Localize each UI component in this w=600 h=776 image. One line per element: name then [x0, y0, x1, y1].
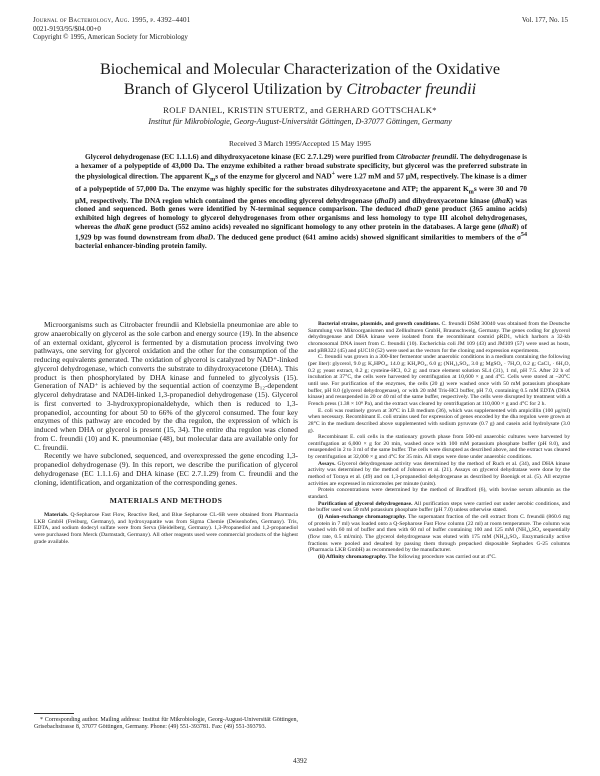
- author-list: ROLF DANIEL, KRISTIN STUERTZ, and GERHARD GOTTSCHALK*: [163, 105, 437, 115]
- corresponding-author-footnote: * Corresponding author. Mailing address: Institut für Mikrobiologie, Georg-August-Universität Göttingen, Grisebachstrasse 8, 37077 Göttingen, Germany. Phone: (49) 551-393781. Fax: (49) 551-393793.: [34, 717, 298, 730]
- purification-paragraph: Purification of glycerol dehydrogenase. All purification steps were carried out under aerobic conditions, and the buffer used was 50 mM potassium phosphate buffer (pH 7.0) unless otherwise stated.: [308, 500, 571, 514]
- copyright-line: Copyright © 1995, American Society for Microbiology: [33, 33, 188, 41]
- intro-paragraph-1: Microorganisms such as Citrobacter freundii and Klebsiella pneumoniae are able to grow anaerobically on glycerol as the sole carbon and energy source (19). In the absence of an external oxidant, glycerol is fermented by a dismutation process involving two pathways, one serving for glycerol oxidation and the other for the consumption of the reducing equivalents generated. The oxidation of glycerol is catalyzed by NAD⁺-linked glycerol dehydrogenase, which converts the substrate to dihydroxyacetone (DHA). This product is then phosphorylated by DHA kinase and funneled to glycolysis (15). Generation of NAD⁺ is achieved by the sequential action of coenzyme B₁₂-dependent glycerol dehydratase and NADH-linked 1,3-propanediol dehydrogenase (15). Glycerol is first converted to 3-hydroxypropionaldehyde, which then is reduced to 1,3-propanediol, accounting for about 50 to 66% of the glycerol consumed. The four key enzymes of this pathway are encoded by the dha regulon, the expression of which is induced when DHA or glycerol is present (15, 34). The entire dha regulon was cloned from C. freundii (10) and K. pneumoniae (48), but molecular data are available only for C. freundii.: [34, 320, 298, 452]
- materials-label: Materials.: [44, 512, 69, 518]
- title-line-2-prefix: Branch of Glycerol Utilization by: [123, 79, 347, 98]
- ecoli-growth-paragraph: E. coli was routinely grown at 30°C in LB medium (36), which was supplemented with ampicillin (100 μg/ml) when necessary. Recombinant E. coli strains used for expression of genes encoded by the dha regulon were grown at 28°C in the medium described above supplemented with sodium pyruvate (0.7 g) and casein acid hydrolysate (3.0 g).: [308, 407, 570, 434]
- left-column: [34, 321, 298, 545]
- title-line-1: Biochemical and Molecular Characterization of the Oxidative: [99, 60, 501, 78]
- recombinant-paragraph: Recombinant E. coli cells in the stationary growth phase from 500-ml anaerobic cultures were harvested by centrifugation at 6,000 × g for 20 min, washed once with 100 mM potassium phosphate buffer (pH 8.0), and resuspended in 2 to 3 ml of the same buffer. The cells were disrupted as described above, and the extract was cleared by centrifugation at 32,000 × g and 4°C for 35 min. All steps were done under anaerobic conditions.: [308, 434, 570, 461]
- section-heading-methods: MATERIALS AND METHODS: [109, 496, 223, 506]
- assays-paragraph: Assays. Glycerol dehydrogenase activity was determined by the method of Ruch et al. (34), and DHA kinase activity was determined by the method of Johnson et al. (21). Assays on glycerol dehydratase were done by the method of Toraya et al. (49) and on 1,3-propanediol dehydrogenase as described by Boenigk et al. (5). All enzyme activities are expressed in micromoles per minute (units).: [308, 460, 570, 487]
- journal-code: 0021-9193/95/$04.00+0: [33, 24, 101, 33]
- footnote-rule: [34, 713, 74, 714]
- abstract: Glycerol dehydrogenase (EC 1.1.1.6) and dihydroxyacetone kinase (EC 2.7.1.29) were purified from Citrobacter freundii. The dehydrogenase is a hexamer of a polypeptide of 43,000 Da. The enzyme exhibited a rather broad substrate specificity, but glycerol was the preferred substrate in the physiological direction. The apparent $K_ms$ of the enzyme for glycerol and NAD+ were 1.27 mM and 57 μM, respectively. The kinase is a dimer of a polypeptide of 57,000 Da. The enzyme was highly specific for the substrates dihydroxyacetone and ATP; the apparent $K_ms$ were 30 and 70 μM, respectively. The DNA region which contained the genes encoding glycerol dehydrogenase (dhaD) and dihydroxyacetone kinase (dhaK) was cloned and sequenced. Both genes were identified by N-terminal sequence comparison. The deduced dhaD gene product (365 amino acids) exhibited high degrees of homology to glycerol dehydrogenases from other organisms and less homology to type III alcohol dehydrogenases, whereas the dhaK gene product (552 amino acids) revealed no significant homology to any other protein in the databases. A large gene (dhaR) of 1,929 bp was found downstream from dhaD. The deduced gene product (641 amino acids) showed significant similarities to members of the $\sigma^{54}$ bacterial enhancer-binding protein family.: [75, 152, 528, 251]
- journal-citation: Journal of Bacteriology, Aug. 1995, p. 4392–4401: [33, 16, 191, 24]
- title-organism: Citrobacter freundii: [346, 79, 477, 98]
- received-dates: Received 3 March 1995/Accepted 15 May 1995: [228, 139, 372, 148]
- intro-paragraph-2: Recently we have subcloned, sequenced, and overexpressed the gene encoding 1,3-propanediol dehydrogenase (9). In this report, we describe the purification of glycerol dehydrogenase (EC 1.1.1.6) and DHA kinase (EC 2.7.1.29) from C. freundii and the cloning, identification, and organization of the corresponding genes.: [34, 451, 298, 487]
- protein-paragraph: Protein concentrations were determined by the method of Bradford (6), with bovine serum albumin as the standard.: [308, 487, 570, 501]
- growth-paragraph: C. freundii was grown in a 300-liter fermentor under anaerobic conditions in a medium containing the following (per liter): glycerol, 9.0 g; K₂HPO₄, 14.0 g; KH₂PO₄, 6.0 g; (NH₄)₂SO₄, 3.0 g; MgSO₄ · 7H₂O, 0.2 g; CaCl₂ · 6H₂O, 0.2 g; yeast extract, 0.2 g; cysteine-HCl, 0.2 g; and trace element solution SL4 (31), 1 ml, pH 7.5. After 22 h of incubation at 37°C, the cells were harvested by centrifugation at 10,600 × g and 4°C. Cells were stored at −20°C until use. For purification of the enzymes, the cells (20 g) were washed once with 50 mM potassium phosphate buffer, pH 8.0 (glycerol dehydrogenase), or with 20 mM Tris-HCl buffer, pH 7.0, containing 0.5 mM EDTA (DHA kinase) and resuspended in 20 or 40 ml of the same buffer, respectively. The cells were disrupted by treatment with a French press (1.38 × 10⁸ Pa), and the extract was cleared by centrifugation at 110,000 × g and 4°C for 2 h.: [308, 354, 570, 407]
- affiliation: Institut für Mikrobiologie, Georg-August-Universität Göttingen, D-37077 Göttingen, Germany: [148, 117, 452, 126]
- page-number: 4392: [293, 757, 307, 765]
- affinity-paragraph: (ii) Affinity chromatography. The following procedure was carried out at 4°C.: [318, 553, 497, 560]
- article-title: [40, 60, 560, 99]
- running-header: [33, 16, 190, 42]
- right-column: [308, 321, 570, 561]
- volume-issue: Vol. 177, No. 15: [521, 16, 568, 24]
- materials-text: Q-Sepharose Fast Flow, Reactive Red, and Blue Sepharose CL-6B were obtained from Pharmacia LKB GmbH (Freiburg, Germany), and hydroxyapatite was from Sigma Chemie (Deisenhofen, Germany). Tris, EDTA, and sodium dodecyl sulfate were from Serva (Heidelberg, Germany). 1,3-Propanediol and 1,2-propanediol were purchased from Merck (Darmstadt, Germany). All other reagents used were commercial products of the highest grade available.: [34, 512, 298, 545]
- strains-paragraph: Bacterial strains, plasmids, and growth conditions. C. freundii DSM 30040 was obtained from the Deutsche Sammlung von Mikroorganismen und Zellkulturen GmbH, Braunschweig, Germany. The genes coding for glycerol dehydrogenase and DHA kinase were isolated from the recombinant cosmid pRD1, which harbors a 32-kb chromosomal DNA insert from C. freundii (10). Escherichia coli JM 109 (43) and JM109 (57) were used as hosts, and pBR322 (45) and pUC18 (52) were used as the vectors for the cloning and expression experiments.: [308, 321, 570, 354]
- materials-paragraph: [34, 512, 298, 545]
- anion-exchange-paragraph: (i) Anion-exchange chromatography. The supernatant fraction of the cell extract from C. freundii (860.6 mg of protein in 7 ml) was loaded onto a Q-Sepharose Fast Flow column (22 ml) at room temperature. The column was washed with 60 ml of buffer and then with 60 ml of buffer containing 100 and 125 mM (NH₄)₂SO₄ sequentially (flow rate, 0.5 ml/min). The glycerol dehydrogenase was eluted with 175 mM (NH₄)₂SO₄. Enzymatically active fractions were pooled and desalted by passing them through prepacked disposable Sephadex G-25 columns (Pharmacia LKB GmbH) as recommended by the manufacturer.: [308, 514, 570, 554]
